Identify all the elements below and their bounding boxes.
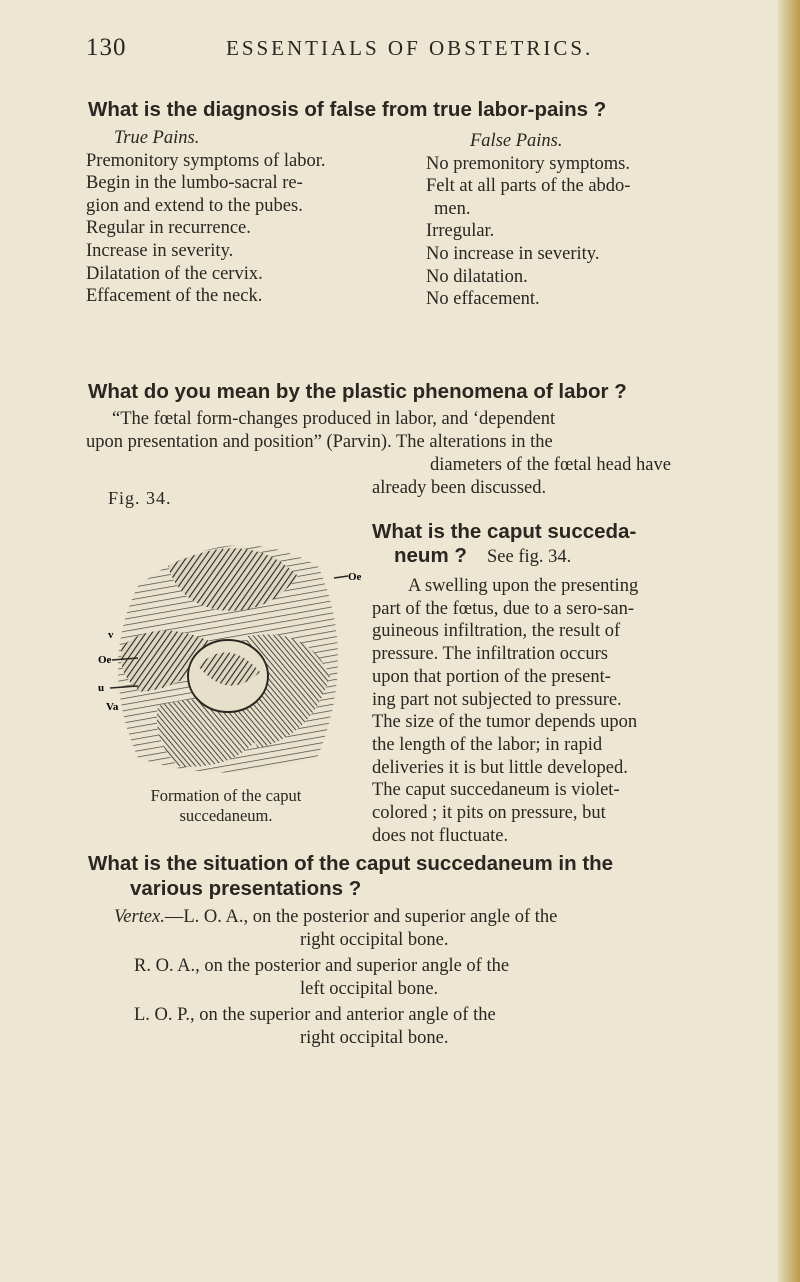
figure-caption (90, 786, 362, 826)
plastic-line: already been discussed. (372, 478, 547, 498)
figure-label-va: Va (106, 701, 119, 713)
false-line: Irregular. (426, 221, 495, 242)
caput-line: does not fluctuate. (372, 825, 509, 846)
running-title: ESSENTIALS OF OBSTETRICS. (226, 36, 594, 60)
page-number: 130 (86, 34, 127, 61)
vertex-lead: Vertex. (114, 907, 165, 927)
true-line: Regular in recurrence. (86, 218, 251, 239)
false-line: No effacement. (426, 289, 540, 310)
figure-label-oe-right: Oe (348, 571, 362, 583)
fetal-head-illustration (98, 526, 360, 784)
caput-line: The caput succedaneum is violet- (372, 780, 620, 801)
false-pains-column (426, 130, 630, 311)
false-line: Felt at all parts of the abdo- (426, 176, 631, 197)
false-pains-heading: False Pains. (470, 131, 563, 151)
question-false-true-pains: What is the diagnosis of false from true labor-pains ? (88, 98, 607, 121)
caput-description (372, 575, 638, 847)
true-pains-heading: True Pains. (114, 128, 200, 148)
see-figure-reference: See fig. 34. (487, 547, 572, 567)
plastic-line: diameters of the fœtal head have (430, 455, 671, 475)
true-line: Premonitory symptoms of labor. (86, 150, 326, 171)
lop-line: right occipital bone. (300, 1028, 449, 1048)
true-line: Increase in severity. (86, 240, 234, 261)
page-edge (778, 0, 800, 1282)
false-line: No premonitory symptoms. (426, 153, 631, 174)
true-line: Effacement of the neck. (86, 286, 263, 307)
vertex-line: —L. O. A., on the posterior and superior angle of the (164, 907, 558, 927)
caption-line: Formation of the caput (150, 786, 302, 805)
caput-line: guineous infiltration, the result of (372, 621, 621, 642)
caput-line: A swelling upon the presenting (408, 576, 639, 596)
vertex-item (114, 906, 557, 928)
true-line: Begin in the lumbo-sacral re- (86, 173, 303, 194)
false-line: No increase in severity. (426, 243, 600, 264)
figure-drawing (118, 545, 338, 772)
lop-line: L. O. P., on the superior and anterior angle of the (134, 1005, 496, 1025)
roa-line: left occipital bone. (300, 979, 439, 999)
roa-line: R. O. A., on the posterior and superior angle of the (134, 956, 510, 976)
caput-line: The size of the tumor depends upon (372, 712, 638, 733)
caput-line: the length of the labor; in rapid (372, 734, 603, 755)
caput-line: ing part not subjected to pressure. (372, 689, 622, 710)
vertex-line: right occipital bone. (300, 930, 449, 950)
figure-label-u: u (98, 682, 105, 694)
true-line: gion and extend to the pubes. (86, 195, 303, 216)
question-situation-line: various presentations ? (130, 877, 362, 900)
question-caput-line: neum ? (394, 544, 467, 567)
caput-line: deliveries it is but little developed. (372, 757, 628, 778)
plastic-line: “The fœtal form-changes produced in labor, and ‘dependent (112, 409, 556, 429)
question-situation-line: What is the situation of the caput succedaneum in the (88, 852, 614, 875)
figure-label: Fig. 34. (108, 488, 172, 508)
figure-label-oe-left: Oe (98, 654, 112, 666)
false-line: No dilatation. (426, 266, 528, 287)
false-line: men. (434, 198, 471, 219)
plastic-line: upon presentation and position” (Parvin). The alterations in the (86, 432, 553, 452)
question-plastic-phenomena: What do you mean by the plastic phenomena of labor ? (88, 380, 627, 403)
caput-line: pressure. The infiltration occurs (372, 644, 608, 665)
question-caput-line: What is the caput succeda- (372, 520, 637, 543)
figure-label-v: v (108, 629, 114, 641)
true-line: Dilatation of the cervix. (86, 263, 263, 284)
caput-line: upon that portion of the present- (372, 666, 611, 687)
true-pains-column (86, 127, 325, 308)
caput-line: part of the fœtus, due to a sero-san- (372, 598, 634, 619)
caption-line: succedaneum. (179, 806, 273, 825)
caput-line: colored ; it pits on pressure, but (372, 803, 606, 824)
